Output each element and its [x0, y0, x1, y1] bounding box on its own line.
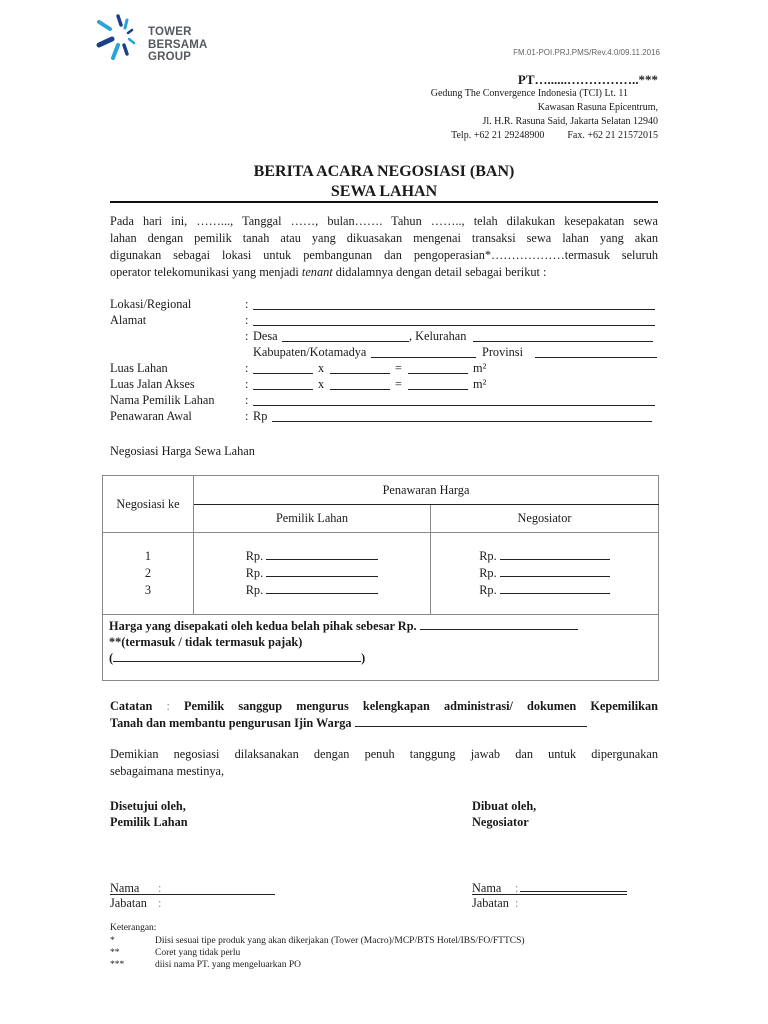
input-lokasi[interactable] [253, 298, 655, 310]
field-kabupaten-provinsi: Kabupaten/Kotamadya Provinsi [110, 344, 660, 360]
pemilik-price-row: Rp. [246, 582, 379, 599]
header-penawaran-harga: Penawaran Harga [194, 476, 659, 505]
pemilik-prices [194, 533, 431, 615]
input-kelurahan[interactable] [473, 330, 653, 342]
closing-line-1: Demikian negosiasi dilaksanakan dengan penuh tanggung jawab dan untuk dipergunakan [110, 747, 658, 761]
signature-left-nama[interactable]: Nama : [110, 880, 275, 895]
intro-line-4: operator telekomunikasi yang menjadi tenant didalamnya dengan detail sebagai berikut : [110, 265, 547, 279]
input-desa[interactable] [282, 330, 409, 342]
tax-note: **(termasuk / tidak termasuk pajak) [109, 635, 303, 649]
row-number: 3 [144, 583, 152, 597]
signature-left-header: Disetujui oleh, Pemilik Lahan [110, 799, 188, 829]
field-alamat: Alamat : [110, 312, 660, 328]
negosiator-price-row: Rp. [479, 548, 610, 565]
input-luas-jalan-p[interactable] [253, 378, 313, 390]
signature-right-fields [472, 880, 627, 910]
address-line-1: Gedung The Convergence Indonesia (TCI) Lt. 11 [430, 88, 628, 99]
intro-line-2: lahan dengan pemilik tanah atau yang dikuasakan mengenai transaksi sewa lahan yang akan [110, 231, 658, 245]
field-luas-jalan: Luas Jalan Akses : x = m² [110, 377, 487, 391]
form-number: FM.01-POI.PRJ.PMS/Rev.4.0/09.11.2016 [513, 48, 660, 57]
input-luas-lahan-total[interactable] [408, 362, 468, 374]
row-number: 2 [144, 566, 152, 580]
negosiator-price-input-2[interactable] [500, 565, 610, 577]
tenant-term: tenant [301, 265, 333, 279]
pemilik-price-input-3[interactable] [266, 582, 378, 594]
negotiation-numbers [103, 533, 194, 615]
input-penawaran-awal[interactable] [272, 410, 652, 422]
intro-line-1: Pada hari ini, ……..., Tanggal ……, bulan……. Tahun …….., telah dilakukan kesepakatan sewa [110, 214, 658, 228]
catatan-line-2: Tanah dan membantu pengurusan Ijin Warga [110, 715, 658, 732]
title-line-2: SEWA LAHAN [330, 183, 438, 200]
logo-line-1: TOWER [148, 26, 192, 38]
notes-section [110, 922, 660, 971]
signature-left-fields [110, 880, 275, 910]
company-header [358, 72, 658, 143]
address-line-3: Jl. H.R. Rasuna Said, Jakarta Selatan 12940 [482, 116, 658, 127]
title-rule [110, 201, 658, 203]
catatan-line-1: Catatan : Pemilik sanggup mengurus kelengkapan administrasi/ dokumen Kepemilikan [110, 699, 658, 713]
input-nama-pemilik[interactable] [253, 394, 655, 406]
pemilik-price-input-1[interactable] [266, 548, 378, 560]
label-alamat: Alamat [110, 313, 147, 327]
negosiator-price-input-3[interactable] [500, 582, 610, 594]
input-alamat[interactable] [253, 314, 655, 326]
agreed-price-words-line: ( ) [109, 651, 366, 665]
notes-heading: Keterangan: [110, 923, 157, 933]
negosiator-prices [431, 533, 659, 615]
document-title [110, 162, 658, 202]
note-item: *** diisi nama PT. yang mengeluarkan PO [110, 960, 301, 970]
input-kabupaten[interactable] [371, 346, 476, 358]
fax: Fax. +62 21 21572015 [567, 130, 658, 141]
negosiator-price-row: Rp. [479, 582, 610, 599]
field-luas-lahan: Luas Lahan : x = m² [110, 361, 487, 375]
closing-paragraph [110, 746, 658, 780]
agreed-price-words-input[interactable] [113, 650, 361, 662]
negotiation-heading: Negosiasi Harga Sewa Lahan [110, 444, 255, 458]
company-pt: PT…......……………..*** [517, 72, 658, 87]
header-negosiasi-ke: Negosiasi ke [103, 476, 194, 533]
intro-line-3: digunakan sebagai lokasi untuk pembangunan dan pengoperasian*………………termasuk seluruh [110, 248, 658, 262]
input-luas-jalan-total[interactable] [408, 378, 468, 390]
input-luas-lahan-p[interactable] [253, 362, 313, 374]
row-number: 1 [144, 549, 152, 563]
pemilik-price-row: Rp. [246, 565, 379, 582]
note-item: ** Coret yang tidak perlu [110, 948, 241, 958]
catatan-section [110, 698, 658, 732]
signature-right-nama[interactable]: Nama : [472, 880, 627, 895]
input-provinsi[interactable] [535, 346, 657, 358]
negotiation-table [102, 475, 659, 681]
signature-right-header: Dibuat oleh, Negosiator [472, 799, 537, 829]
title-line-1: BERITA ACARA NEGOSIASI (BAN) [253, 163, 515, 180]
header-negosiator: Negosiator [431, 505, 659, 533]
label-lokasi: Lokasi/Regional [110, 297, 192, 311]
field-nama-pemilik: Nama Pemilik Lahan : [110, 392, 660, 408]
agreed-price-cell [103, 615, 659, 681]
detail-fields [110, 296, 660, 424]
company-logo [96, 12, 206, 64]
agreed-price-line: Harga yang disepakati oleh kedua belah pihak sebesar Rp. [109, 618, 652, 634]
negosiator-price-row: Rp. [479, 565, 610, 582]
closing-line-2: sebagaimana mestinya, [110, 764, 225, 778]
negosiator-price-input-1[interactable] [500, 548, 610, 560]
header-pemilik-lahan: Pemilik Lahan [194, 505, 431, 533]
ijin-warga-input[interactable] [355, 715, 587, 727]
pemilik-price-row: Rp. [246, 548, 379, 565]
field-penawaran-awal: Penawaran Awal : Rp [110, 408, 660, 424]
telp: Telp. +62 21 29248900 [451, 130, 545, 141]
signature-right-jabatan[interactable]: Jabatan : [472, 896, 519, 910]
logo-burst-icon [96, 12, 144, 64]
signature-left-jabatan[interactable]: Jabatan : [110, 896, 162, 910]
field-desa-kelurahan: : Desa , Kelurahan [110, 328, 660, 344]
intro-paragraph [110, 213, 658, 281]
field-lokasi: Lokasi/Regional : [110, 296, 660, 312]
logo-line-3: GROUP [148, 51, 192, 63]
pemilik-price-input-2[interactable] [266, 565, 378, 577]
agreed-price-input[interactable] [420, 618, 578, 630]
input-luas-jalan-l[interactable] [330, 378, 390, 390]
contact-line [358, 129, 658, 143]
logo-line-2: BERSAMA [148, 38, 208, 51]
address-line-2: Kawasan Rasuna Epicentrum, [537, 102, 658, 113]
note-item: * Diisi sesuai tipe produk yang akan dikerjakan (Tower (Macro)/MCP/BTS Hotel/IBS/FO/FTTCS) [110, 936, 525, 946]
input-luas-lahan-l[interactable] [330, 362, 390, 374]
